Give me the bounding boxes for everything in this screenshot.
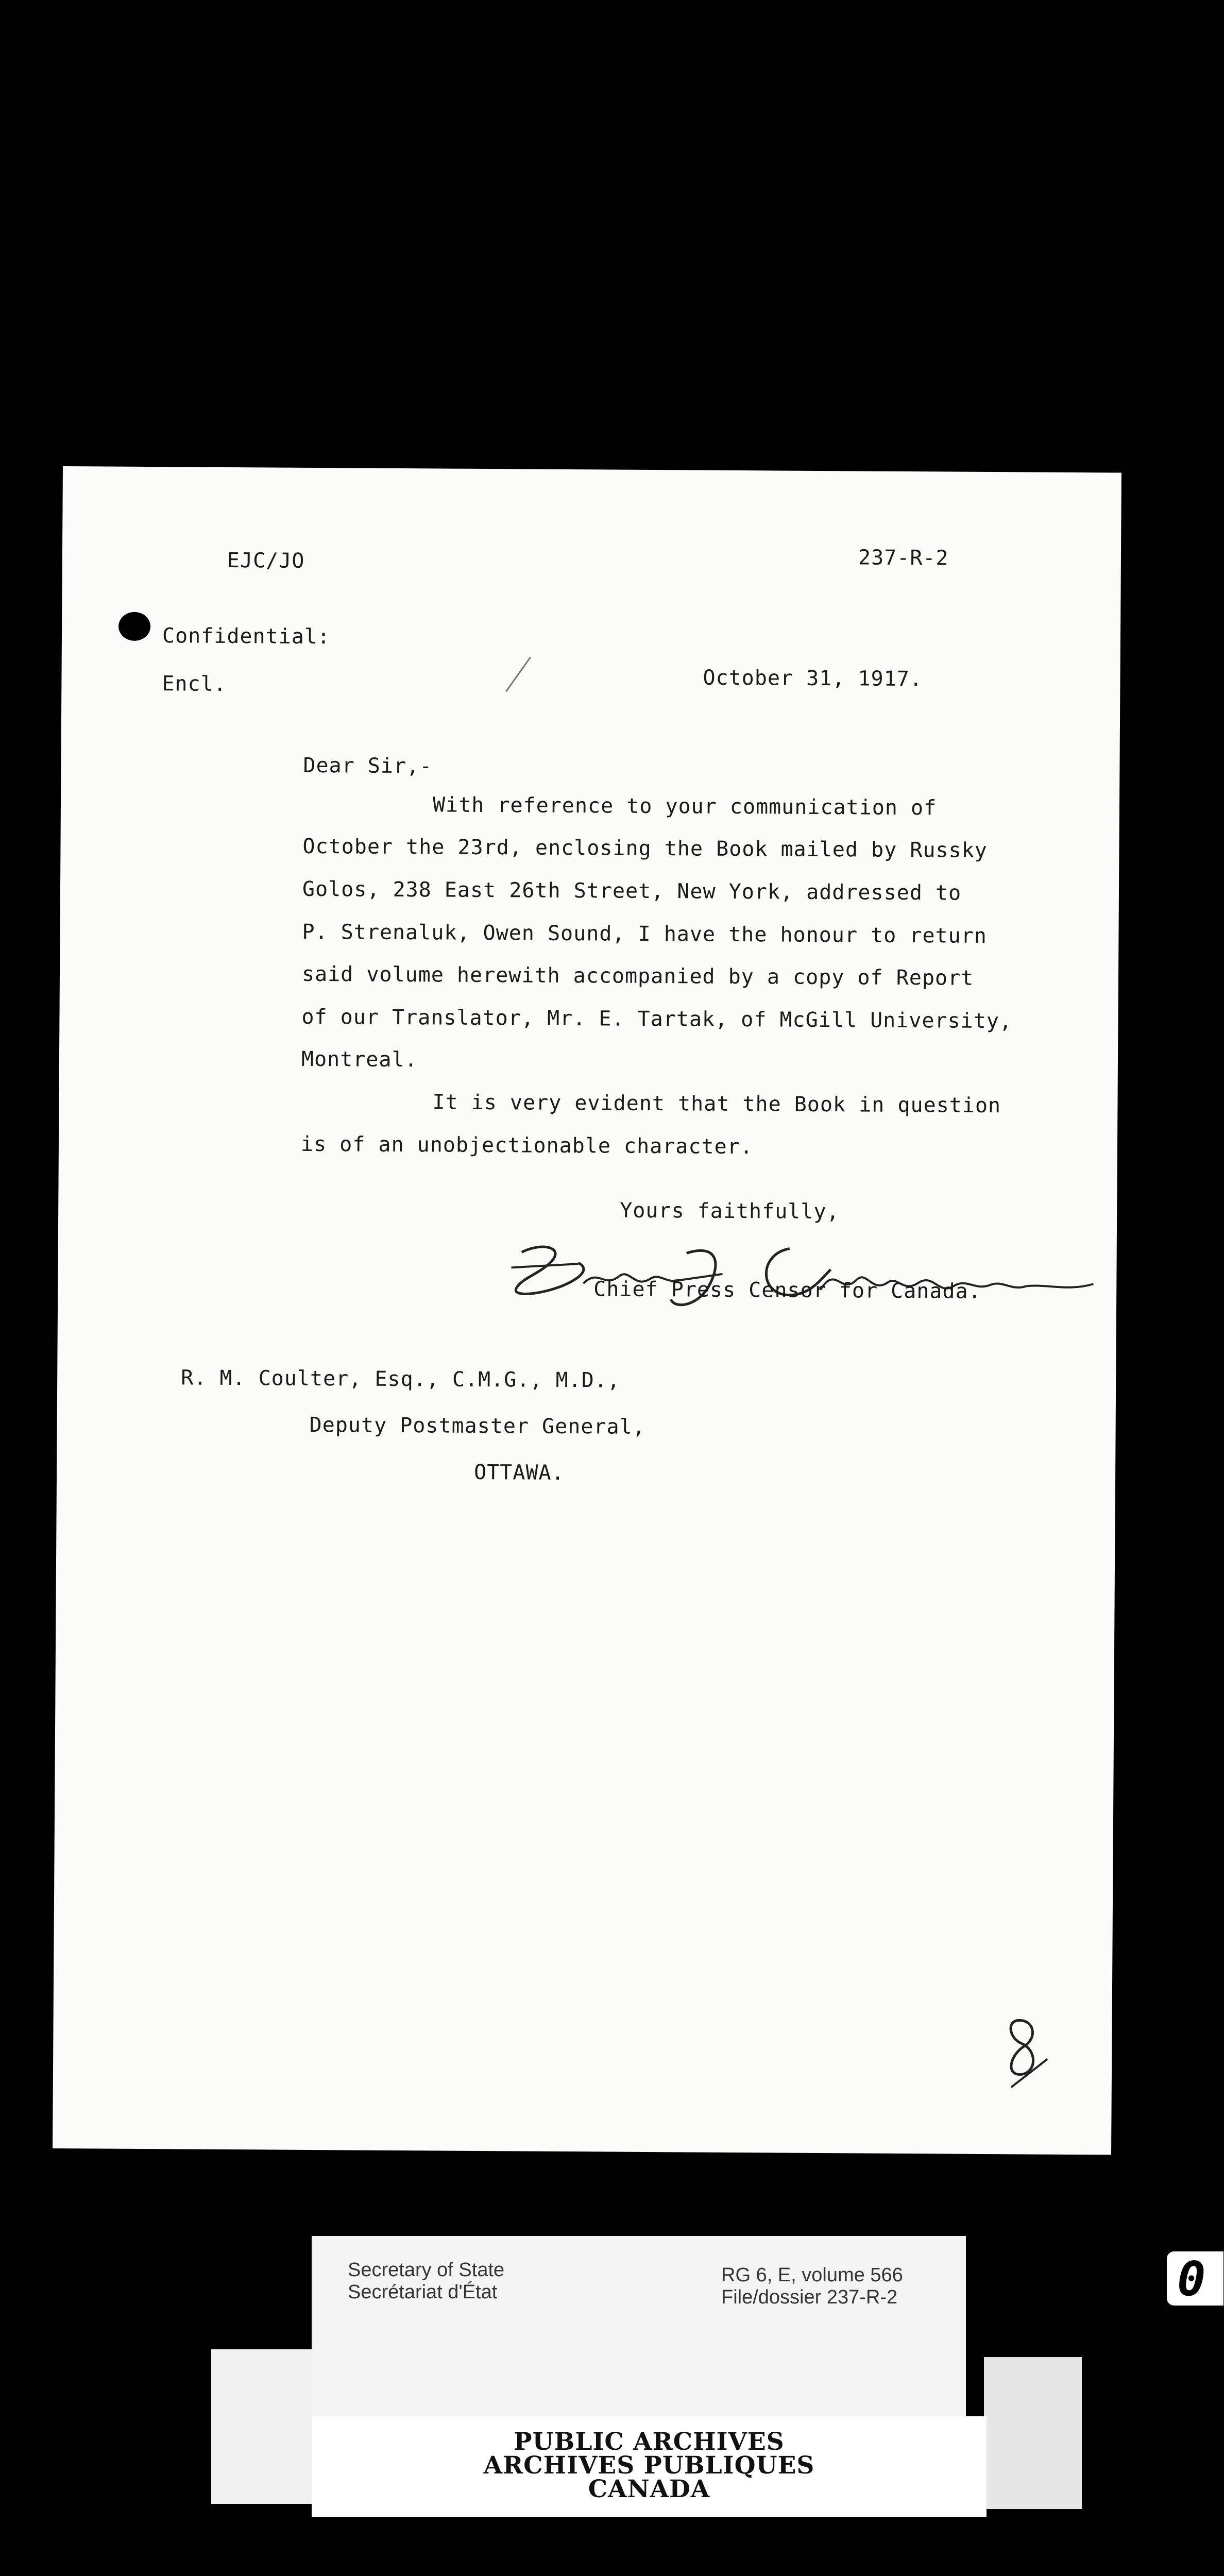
body-line: is of an unobjectionable character.: [300, 1132, 753, 1159]
handwritten-signature: [501, 1231, 1109, 1323]
archives-line-english: PUBLIC ARCHIVES: [514, 2428, 785, 2456]
body-line: said volume herewith accompanied by a copy of Report: [301, 962, 974, 990]
punch-hole: [118, 612, 150, 641]
body-line: P. Strenaluk, Owen Sound, I have the honour to return: [302, 920, 987, 948]
confidential-label: Confidential:: [162, 624, 331, 649]
archives-line-country: CANADA: [588, 2475, 710, 2503]
recipient-title: Deputy Postmaster General,: [309, 1413, 645, 1439]
body-line: With reference to your communication of: [432, 793, 937, 820]
record-group: RG 6, E, volume 566: [721, 2264, 903, 2286]
enclosure-label: Encl.: [162, 672, 227, 696]
archives-stamp: [312, 2416, 987, 2517]
body-line: of our Translator, Mr. E. Tartak, of McGill University,: [301, 1005, 1013, 1033]
frame-number-marker: [1167, 2251, 1223, 2306]
file-number: 237-R-2: [858, 546, 949, 570]
pencil-stroke-mark: [502, 654, 533, 696]
film-tab-left: [211, 2349, 314, 2504]
recipient-city: OTTAWA.: [473, 1460, 565, 1485]
file-reference: File/dossier 237-R-2: [721, 2286, 898, 2308]
recipient-name: R. M. Coulter, Esq., C.M.G., M.D.,: [181, 1366, 621, 1393]
signature-title: Chief Press Censor for Canada.: [593, 1277, 981, 1303]
letter-date: October 31, 1917.: [703, 666, 923, 691]
archives-line-french: ARCHIVES PUBLIQUES: [483, 2451, 815, 2480]
department-english: Secretary of State: [348, 2259, 505, 2281]
film-tab-right: [984, 2357, 1082, 2509]
body-line: It is very evident that the Book in question: [432, 1090, 1001, 1118]
salutation: Dear Sir,-: [303, 753, 433, 778]
department-french: Secrétariat d'État: [348, 2281, 498, 2303]
letter-page: [53, 466, 1121, 2155]
body-line: Golos, 238 East 26th Street, New York, addressed to: [302, 877, 962, 905]
closing: Yours faithfully,: [620, 1198, 840, 1224]
reference-initials: EJC/JO: [227, 548, 305, 573]
archive-reference-label: [312, 2236, 966, 2421]
frame-number: 0: [1177, 2251, 1206, 2307]
body-line: October the 23rd, enclosing the Book mailed by Russky: [302, 834, 988, 862]
handwritten-page-number: [996, 2010, 1053, 2093]
body-line: Montreal.: [301, 1047, 418, 1072]
